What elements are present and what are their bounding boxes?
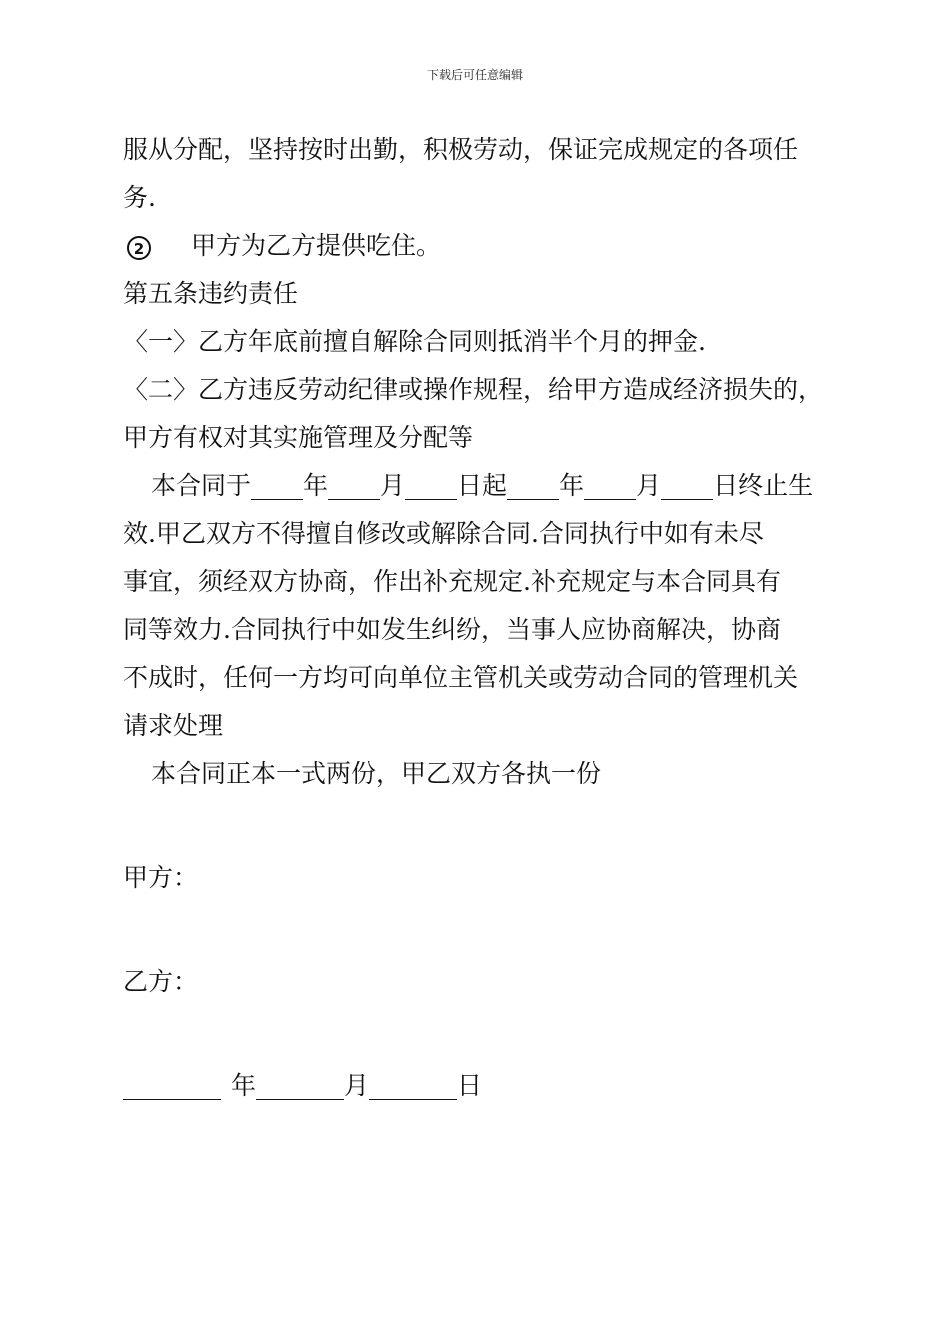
blank-date-day bbox=[369, 1069, 457, 1100]
blank-day bbox=[661, 469, 713, 500]
paragraph-line: 事宜，须经双方协商，作出补充规定.补充规定与本合同具有 bbox=[123, 567, 781, 596]
blank-date-year bbox=[123, 1069, 221, 1100]
blank-year bbox=[507, 469, 559, 500]
signing-date bbox=[123, 1062, 843, 1110]
party-b-label: 乙方： bbox=[123, 967, 199, 996]
blank-day bbox=[405, 469, 457, 500]
clause-1: 〈一〉乙方年底前擅自解除合同则抵消半个月的押金. bbox=[123, 327, 706, 356]
item-text: 甲方为乙方提供吃住。 bbox=[191, 231, 442, 260]
blank-year bbox=[251, 469, 303, 500]
term-line bbox=[123, 462, 843, 510]
paragraph-line: 同等效力.合同执行中如发生纠纷，当事人应协商解决，协商 bbox=[123, 615, 781, 644]
blank-month bbox=[584, 469, 636, 500]
term-year-label: 年 bbox=[559, 471, 585, 500]
term-month-label: 月 bbox=[380, 471, 406, 500]
blank-date-month bbox=[256, 1069, 344, 1100]
party-a-label: 甲方： bbox=[123, 863, 199, 892]
term-day-label: 日起 bbox=[457, 471, 508, 500]
term-month-label: 月 bbox=[636, 471, 662, 500]
date-year-label: 年 bbox=[231, 1071, 257, 1100]
paragraph-line: 服从分配，坚持按时出勤，积极劳动，保证完成规定的各项任 bbox=[123, 135, 799, 164]
date-month-label: 月 bbox=[344, 1071, 370, 1100]
circled-number: 2 bbox=[127, 236, 151, 260]
paragraph-line: 务. bbox=[123, 183, 156, 212]
term-year-label: 年 bbox=[303, 471, 329, 500]
paragraph-line: 效.甲乙双方不得擅自修改或解除合同.合同执行中如有未尽 bbox=[123, 519, 764, 548]
term-end-label: 日终止生 bbox=[713, 471, 814, 500]
date-day-label: 日 bbox=[457, 1071, 483, 1100]
paragraph-line: 请求处理 bbox=[123, 711, 224, 740]
clause-2-line: 甲方有权对其实施管理及分配等 bbox=[123, 423, 474, 452]
term-prefix: 本合同于 bbox=[151, 471, 252, 500]
numbered-item-2 bbox=[123, 222, 843, 270]
article-title: 第五条违约责任 bbox=[123, 279, 299, 308]
paragraph-line: 不成时，任何一方均可向单位主管机关或劳动合同的管理机关 bbox=[123, 663, 799, 692]
blank-month bbox=[328, 469, 380, 500]
copies-line: 本合同正本一式两份，甲乙双方各执一份 bbox=[151, 759, 602, 788]
clause-2-line: 〈二〉乙方违反劳动纪律或操作规程，给甲方造成经济损失的， bbox=[123, 375, 824, 404]
document-body bbox=[123, 126, 843, 1110]
page-header: 下载后可任意编辑 bbox=[426, 68, 523, 82]
